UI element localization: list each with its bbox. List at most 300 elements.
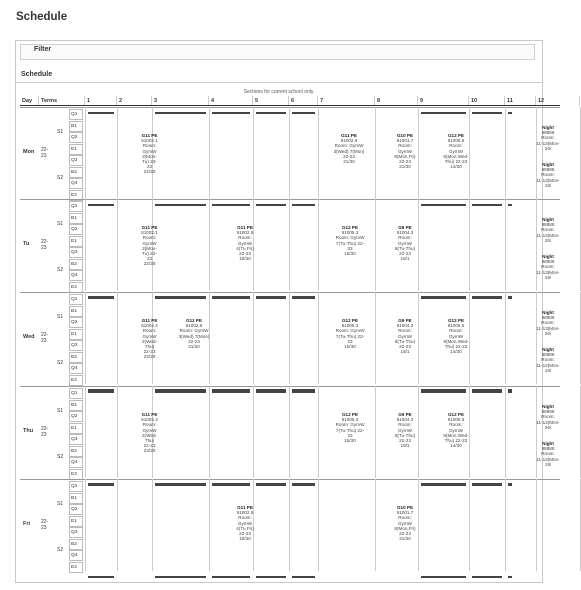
column-divider	[536, 479, 537, 571]
course-block[interactable]	[518, 125, 578, 151]
day-label: Wed	[23, 334, 35, 340]
course-detail: 22/30	[143, 169, 156, 175]
course-block[interactable]	[518, 217, 578, 243]
course-detail: 22-23	[239, 251, 251, 257]
quarter-label-q4: Q4	[69, 178, 83, 189]
course-title: G12 PE	[447, 318, 465, 323]
slot-bar	[212, 576, 250, 578]
course-block[interactable]	[381, 505, 429, 541]
quarter-label-q2: Q2	[69, 224, 83, 235]
course-title: G12 PE	[447, 412, 465, 417]
course-detail: Room:	[541, 172, 555, 178]
course-block[interactable]	[162, 318, 226, 349]
column-divider	[85, 199, 86, 291]
course-detail: Room: GymW	[179, 328, 209, 334]
year-label	[41, 519, 48, 531]
course-detail: 22-23	[399, 531, 411, 537]
course-detail: 7(Tu-Thu) 22-	[335, 427, 365, 433]
header-period-10: 10	[469, 96, 505, 106]
year-part: 22-	[41, 426, 49, 432]
course-detail: 3(Wed) 7(Mon)	[333, 148, 365, 154]
course-detail: Room:	[142, 235, 157, 241]
course-detail: GymW	[397, 240, 413, 246]
course-detail: Tu) 22-	[142, 251, 157, 257]
header-period-6: 6	[289, 96, 318, 106]
quarter-label-q4: Q4	[69, 363, 83, 374]
day-label: Thu	[23, 428, 34, 434]
course-detail: 23	[347, 338, 353, 344]
course-block[interactable]	[518, 162, 578, 188]
year-label	[41, 239, 48, 251]
course-block[interactable]	[318, 225, 382, 256]
course-detail: 19/	[544, 367, 552, 373]
day-label: Fri	[23, 521, 31, 527]
filter-label: Filter	[34, 46, 52, 53]
slot-bar	[292, 576, 315, 578]
course-title: G12 PE	[447, 133, 465, 138]
course-detail: Room:	[142, 422, 157, 428]
column-divider	[505, 107, 506, 199]
column-divider	[469, 199, 470, 291]
slot-bar	[508, 576, 512, 578]
slot-bar	[292, 391, 315, 393]
course-detail: 11-13(Mon-	[536, 232, 560, 238]
quarter-label-e1: E1	[69, 329, 83, 340]
course-title: Night	[542, 310, 554, 315]
course-detail: Tu) 22-	[142, 159, 157, 165]
semester-label: S1	[57, 314, 64, 320]
course-detail: 8(Tu-Thu)	[394, 432, 416, 438]
course-detail: 2(Mon-	[142, 153, 157, 159]
course-detail: 22/30	[143, 261, 156, 267]
quarter-label-q1: Q1	[69, 481, 83, 492]
slot-bar	[256, 297, 286, 299]
course-detail: 61005.5	[447, 417, 465, 423]
column-divider	[209, 199, 210, 291]
year-label	[41, 426, 48, 438]
course-detail: 14/30	[450, 349, 462, 355]
course-detail: 23	[347, 432, 353, 438]
course-detail: 21/30	[343, 159, 355, 165]
slot-bar	[421, 204, 466, 206]
slot-bar	[88, 204, 114, 206]
slot-bar	[155, 484, 206, 486]
course-block[interactable]	[381, 225, 429, 261]
course-block[interactable]	[122, 412, 177, 454]
column-divider	[209, 479, 210, 571]
course-detail: Room:	[398, 515, 412, 521]
quarter-label-b1: B1	[69, 400, 83, 411]
header-period-2: 2	[117, 96, 152, 106]
course-block[interactable]	[518, 441, 578, 467]
course-block[interactable]	[122, 225, 177, 267]
slot-bar	[292, 297, 315, 299]
course-detail: 11-13(Mon-	[536, 140, 560, 146]
course-detail: 23	[146, 256, 153, 262]
slot-bar	[472, 576, 502, 578]
course-detail: 21/30	[188, 344, 200, 350]
course-detail: 11-13(Mon-	[536, 419, 560, 425]
column-divider	[318, 479, 319, 571]
semester-label: S2	[57, 267, 64, 273]
course-detail: Room:	[398, 328, 412, 334]
course-block[interactable]	[426, 133, 486, 169]
course-detail: Room:	[449, 422, 463, 428]
column-divider	[152, 479, 153, 571]
course-detail: 9(Mon,Wed-	[443, 432, 469, 438]
course-detail: 8(Mon,Fri)	[394, 525, 416, 531]
slot-bar	[292, 204, 315, 206]
course-detail: 22-23	[343, 153, 355, 159]
course-detail: 7(Tu-Thu) 22-	[335, 333, 365, 339]
course-detail: Room:	[398, 422, 412, 428]
day-label: Tu	[23, 241, 30, 247]
column-divider	[85, 292, 86, 384]
slot-bar	[292, 112, 315, 114]
quarter-label-b2: B2	[69, 167, 83, 178]
course-detail: 14/30	[450, 443, 462, 449]
course-block[interactable]	[518, 347, 578, 373]
course-title: Night	[542, 254, 554, 259]
course-block[interactable]	[216, 505, 274, 541]
slot-bar	[421, 391, 466, 393]
course-block[interactable]	[216, 225, 274, 261]
quarter-label-b2: B2	[69, 539, 83, 550]
slot-bar	[212, 204, 250, 206]
quarter-label-q3: Q3	[69, 340, 83, 351]
column-divider	[253, 386, 254, 478]
course-detail: Room:	[238, 515, 252, 521]
course-detail: GymW	[142, 333, 157, 339]
course-detail: 61001.7	[396, 138, 414, 144]
course-block[interactable]	[381, 133, 429, 169]
course-detail: GymW	[397, 333, 413, 339]
quarter-label-e2: E2	[69, 282, 83, 293]
course-title: G11 PE	[141, 412, 158, 417]
course-title: Night	[542, 404, 554, 409]
slot-bar	[88, 484, 114, 486]
quarter-label-e2: E2	[69, 562, 83, 573]
quarter-label-q1: Q1	[69, 201, 83, 212]
course-detail: GymW	[397, 520, 413, 526]
course-title: G11 PE	[141, 225, 158, 230]
slot-bar	[421, 297, 466, 299]
course-detail: Thu) 22-23	[444, 159, 468, 165]
sections-note: Sections for current school only.	[243, 89, 315, 95]
course-detail: 88888	[541, 259, 555, 265]
course-block[interactable]	[122, 133, 177, 175]
column-divider	[289, 479, 290, 571]
course-detail: 22-23	[399, 251, 411, 257]
slot-bar	[88, 391, 114, 393]
course-detail: 23/30	[143, 354, 156, 360]
quarter-label-q1: Q1	[69, 294, 83, 305]
course-detail: 8(Mon,Fri)	[394, 153, 416, 159]
slot-bar	[256, 484, 286, 486]
course-detail: 26/	[544, 424, 552, 430]
year-label	[41, 147, 48, 159]
course-detail: Room:	[238, 235, 252, 241]
course-detail: Thu)	[144, 344, 155, 350]
semester-label: S1	[57, 221, 64, 227]
course-detail: 18/1	[400, 256, 410, 262]
slot-bar	[155, 112, 206, 114]
slot-bar	[292, 484, 315, 486]
course-detail: 22-23	[399, 438, 411, 444]
course-detail: 11-13(Mon-	[536, 177, 560, 183]
course-detail: Room: GymW	[335, 422, 365, 428]
slot-bar	[155, 391, 206, 393]
quarter-label-e2: E2	[69, 375, 83, 386]
course-title: G11 PE	[141, 133, 158, 138]
course-detail: 2(Wed-	[142, 338, 157, 344]
course-detail: Room:	[541, 357, 555, 363]
course-detail: 61002.6	[340, 138, 358, 144]
header-terms: Terms	[39, 96, 85, 106]
course-detail: Room:	[541, 414, 555, 420]
course-block[interactable]	[518, 254, 578, 280]
slot-bar	[472, 112, 502, 114]
slot-bar	[508, 297, 512, 299]
header-period-7: 7	[318, 96, 375, 106]
slot-bar	[508, 484, 512, 486]
column-divider	[289, 107, 290, 199]
course-detail: 11-13(Mon-	[536, 269, 560, 275]
column-divider	[85, 107, 86, 199]
semester-label: S2	[57, 360, 64, 366]
year-part: 23	[41, 153, 47, 159]
course-title: G11 PE	[341, 133, 357, 138]
course-detail: Room:	[541, 227, 555, 233]
course-block[interactable]	[381, 412, 429, 448]
slot-bar	[155, 204, 206, 206]
column-divider	[117, 292, 118, 384]
course-detail: Room:	[541, 320, 555, 326]
course-detail: 11-13(Mon-	[536, 325, 560, 331]
header-period-5: 5	[253, 96, 289, 106]
course-detail: 61005.5	[447, 323, 465, 329]
slot-bar	[472, 484, 502, 486]
course-title: G11 PE	[237, 225, 253, 230]
course-detail: 11-13(Mon-	[536, 456, 560, 462]
slot-bar	[256, 391, 286, 393]
course-detail: Room: GymW	[335, 328, 365, 334]
day-label: Mon	[23, 149, 35, 155]
course-block[interactable]	[518, 310, 578, 336]
course-detail: 88888	[541, 409, 555, 415]
course-detail: 61002.1	[141, 230, 158, 236]
course-title: G12 PE	[341, 318, 359, 323]
course-detail: Room:	[398, 143, 412, 149]
quarter-label-b1: B1	[69, 306, 83, 317]
course-detail: 3(Wed) 7(Mon)	[178, 333, 210, 339]
course-detail: 61002.5	[236, 510, 254, 516]
semester-label: S2	[57, 175, 64, 181]
course-detail: GymW	[237, 240, 253, 246]
year-part: 22-	[41, 239, 49, 245]
course-detail: 18/30	[239, 256, 251, 262]
course-detail: 2(Mon-	[142, 245, 157, 251]
course-block[interactable]	[317, 133, 381, 164]
course-detail: 61002.5	[236, 230, 254, 236]
schedule-heading: Schedule	[21, 71, 53, 78]
course-detail: 21/30	[399, 536, 411, 542]
quarter-label-e1: E1	[69, 144, 83, 155]
slot-bar	[421, 576, 466, 578]
slot-bar	[256, 576, 286, 578]
quarter-label-b1: B1	[69, 493, 83, 504]
course-title: G11 PE	[237, 505, 253, 510]
slot-bar	[421, 484, 466, 486]
course-title: G11 PE	[141, 318, 158, 323]
course-detail: 88888	[541, 352, 555, 358]
course-detail: Room: GymW	[334, 143, 364, 149]
quarter-label-b2: B2	[69, 446, 83, 457]
year-part: 23	[41, 525, 47, 531]
quarter-label-q2: Q2	[69, 132, 83, 143]
course-detail: Room:	[398, 235, 412, 241]
course-detail: 15/30	[344, 251, 356, 257]
header-period-3: 3	[152, 96, 209, 106]
semester-label: S2	[57, 454, 64, 460]
column-divider	[85, 386, 86, 478]
course-detail: 9(Mon,Wed-	[443, 338, 469, 344]
column-divider	[289, 199, 290, 291]
slot-bar	[256, 204, 286, 206]
course-detail: GymW	[397, 427, 413, 433]
course-detail: 26/	[544, 330, 552, 336]
semester-label: S1	[57, 501, 64, 507]
course-title: G11 PE	[186, 318, 202, 323]
course-title: Night	[542, 125, 554, 130]
quarter-label-q1: Q1	[69, 388, 83, 399]
course-detail: 14/30	[450, 164, 462, 170]
course-title: G10 PE	[396, 505, 414, 510]
year-label	[41, 332, 48, 344]
course-detail: Room: GymW	[335, 235, 365, 241]
column-divider	[253, 292, 254, 384]
course-block[interactable]	[426, 318, 486, 354]
column-divider	[253, 107, 254, 199]
slot-bar	[472, 297, 502, 299]
course-detail: Thu)	[144, 438, 155, 444]
quarter-label-e1: E1	[69, 516, 83, 527]
course-detail: 61002.1	[141, 138, 158, 144]
semester-label: S1	[57, 129, 64, 135]
course-detail: Room:	[142, 143, 157, 149]
course-detail: 61004.3	[396, 417, 414, 423]
column-divider	[505, 479, 506, 571]
quarter-label-b2: B2	[69, 352, 83, 363]
course-title: G10 PE	[396, 133, 414, 138]
column-divider	[289, 386, 290, 478]
course-detail: Room:	[449, 328, 463, 334]
header-period-11: 11	[505, 96, 536, 106]
filter-toggle[interactable]	[20, 44, 535, 60]
quarter-label-e2: E2	[69, 190, 83, 201]
column-divider	[469, 479, 470, 571]
year-part: 23	[41, 338, 47, 344]
quarter-label-q1: Q1	[69, 109, 83, 120]
course-detail: 19/	[544, 274, 552, 280]
course-block[interactable]	[318, 412, 382, 443]
year-part: 22-	[41, 332, 49, 338]
course-title: G9 PE	[398, 318, 412, 323]
column-divider	[209, 107, 210, 199]
schedule-panel	[15, 40, 560, 583]
course-detail: 18/1	[400, 443, 410, 449]
column-divider	[289, 292, 290, 384]
course-detail: 18/1	[400, 349, 410, 355]
slot-bar	[155, 576, 206, 578]
header-day: Day	[20, 96, 39, 106]
course-detail: 22-23	[399, 344, 411, 350]
column-divider	[117, 479, 118, 571]
slot-bar	[88, 112, 114, 114]
semester-label: S2	[57, 547, 64, 553]
course-title: Night	[542, 217, 554, 222]
course-detail: 88888	[541, 130, 555, 136]
course-block[interactable]	[518, 404, 578, 430]
column-divider	[209, 386, 210, 478]
course-detail: 61005.5	[447, 138, 465, 144]
slot-bar	[212, 391, 250, 393]
course-detail: 7(Tu-Thu) 22-	[335, 240, 365, 246]
course-title: G9 PE	[398, 412, 412, 417]
slot-bar	[212, 297, 250, 299]
course-block[interactable]	[381, 318, 429, 354]
slot-bar	[472, 391, 502, 393]
course-detail: 15/30	[344, 344, 356, 350]
course-detail: 15/30	[344, 438, 356, 444]
slot-bar	[508, 112, 512, 114]
column-divider	[505, 199, 506, 291]
course-detail: GymW	[142, 240, 157, 246]
course-detail: GymW	[237, 520, 253, 526]
course-detail: 19/	[544, 182, 552, 188]
course-title: G12 PE	[341, 225, 359, 230]
course-detail: 61005.3	[341, 417, 359, 423]
slot-bar	[508, 204, 512, 206]
course-block[interactable]	[426, 412, 486, 448]
course-detail: 88888	[541, 315, 555, 321]
course-detail: Room:	[142, 328, 157, 334]
slot-bar	[472, 204, 502, 206]
course-detail: 22-23	[143, 443, 156, 449]
course-detail: GymW	[142, 427, 157, 433]
quarter-label-e1: E1	[69, 236, 83, 247]
column-divider	[117, 386, 118, 478]
course-detail: 11-13(Mon-	[536, 362, 560, 368]
year-part: 23	[41, 245, 47, 251]
course-detail: 22-23	[143, 349, 156, 355]
quarter-label-q3: Q3	[69, 434, 83, 445]
course-detail: Thu) 22-23	[444, 438, 468, 444]
course-detail: 61004.3	[396, 323, 414, 329]
course-detail: Room:	[449, 143, 463, 149]
year-part: 22-	[41, 147, 49, 153]
course-block[interactable]	[318, 318, 382, 349]
course-detail: 88888	[541, 167, 555, 173]
course-detail: 88888	[541, 222, 555, 228]
slot-bar	[212, 112, 250, 114]
course-detail: Thu) 22-23	[444, 344, 468, 350]
column-divider	[375, 479, 376, 571]
course-detail: 18/30	[239, 536, 251, 542]
course-detail: 61004.3	[396, 230, 414, 236]
page-title: Schedule	[16, 11, 68, 23]
course-detail: 26/	[544, 237, 552, 243]
